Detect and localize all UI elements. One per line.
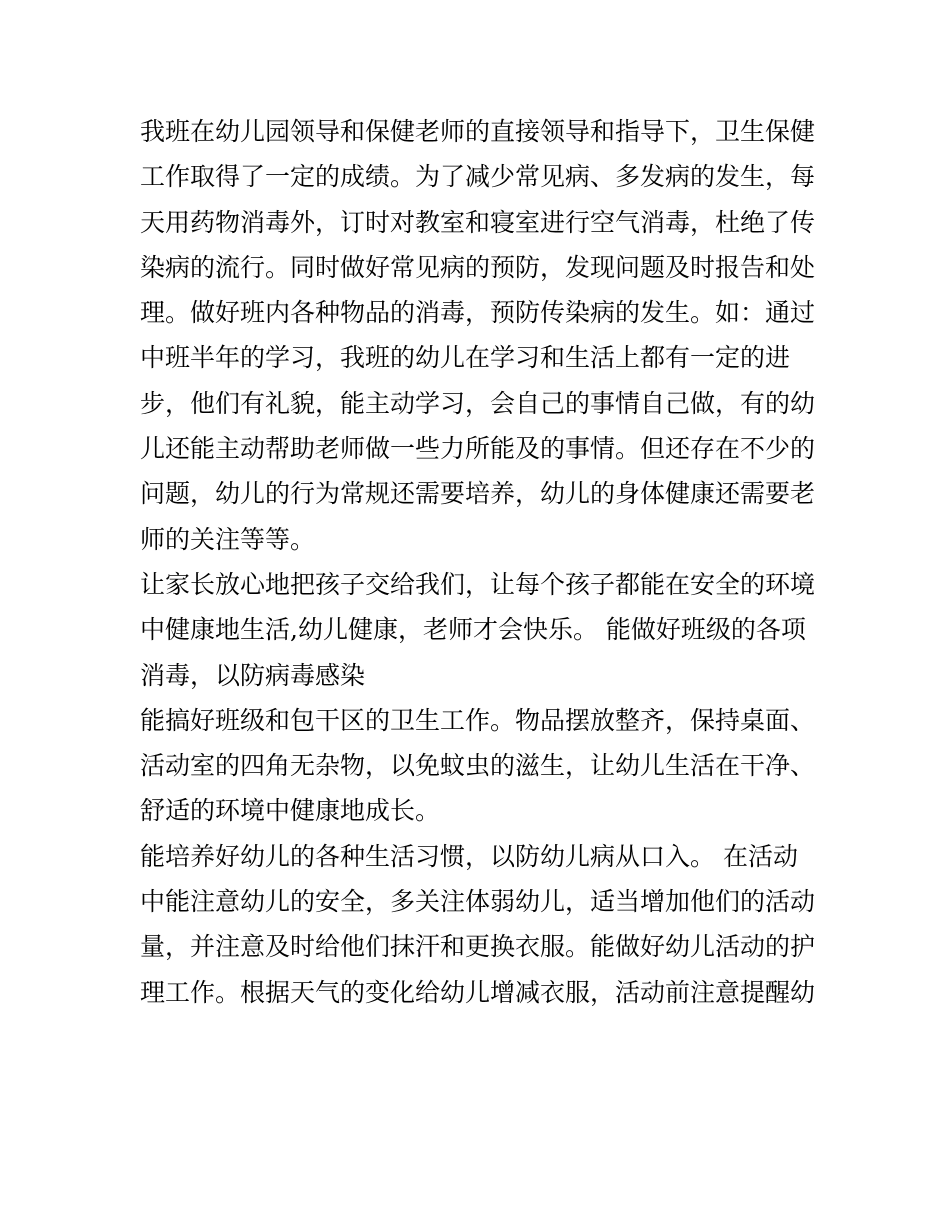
paragraph-line: 量，并注意及时给他们抹汗和更换衣服。能做好幼儿活动的护	[140, 932, 816, 962]
paragraph-line: 中能注意幼儿的安全，多关注体弱幼儿，适当增加他们的活动	[140, 887, 816, 917]
paragraph-line: 问题，幼儿的行为常规还需要培养，幼儿的身体健康还需要老	[140, 479, 816, 509]
paragraph-2	[140, 562, 820, 698]
paragraph-line: 消毒，以防病毒感染	[140, 660, 366, 690]
paragraph-line: 舒适的环境中健康地成长。	[140, 796, 441, 826]
paragraph-line: 天用药物消毒外，订时对教室和寝室进行空气消毒，杜绝了传	[140, 207, 816, 237]
paragraph-line: 师的关注等等。	[140, 524, 316, 554]
paragraph-line: 染病的流行。同时做好常见病的预防，发现问题及时报告和处	[140, 252, 816, 282]
paragraph-line: 工作取得了一定的成绩。为了减少常见病、多发病的发生，每	[140, 162, 816, 192]
paragraph-3	[140, 698, 820, 834]
document-body	[140, 109, 820, 1015]
paragraph-line: 能搞好班级和包干区的卫生工作。物品摆放整齐，保持桌面、	[140, 705, 816, 735]
paragraph-line: 让家长放心地把孩子交给我们，让每个孩子都能在安全的环境	[140, 569, 816, 599]
paragraph-line: 中班半年的学习，我班的幼儿在学习和生活上都有一定的进	[140, 343, 791, 373]
paragraph-4	[140, 834, 820, 1015]
paragraph-line: 活动室的四角无杂物，以免蚊虫的滋生，让幼儿生活在干净、	[140, 751, 816, 781]
paragraph-line: 儿还能主动帮助老师做一些力所能及的事情。但还存在不少的	[140, 434, 816, 464]
paragraph-line: 能培养好幼儿的各种生活习惯，以防幼儿病从口入。 在活动	[140, 841, 798, 871]
paragraph-line: 中健康地生活,幼儿健康，老师才会快乐。 能做好班级的各项	[140, 615, 806, 645]
paragraph-line: 我班在幼儿园领导和保健老师的直接领导和指导下，卫生保健	[140, 117, 816, 146]
paragraph-line: 步，他们有礼貌，能主动学习，会自己的事情自己做，有的幼	[140, 388, 816, 418]
paragraph-1	[140, 109, 820, 562]
paragraph-line: 理。做好班内各种物品的消毒，预防传染病的发生。如：通过	[140, 298, 816, 328]
paragraph-line: 理工作。根据天气的变化给幼儿增减衣服，活动前注意提醒幼	[140, 977, 816, 1007]
